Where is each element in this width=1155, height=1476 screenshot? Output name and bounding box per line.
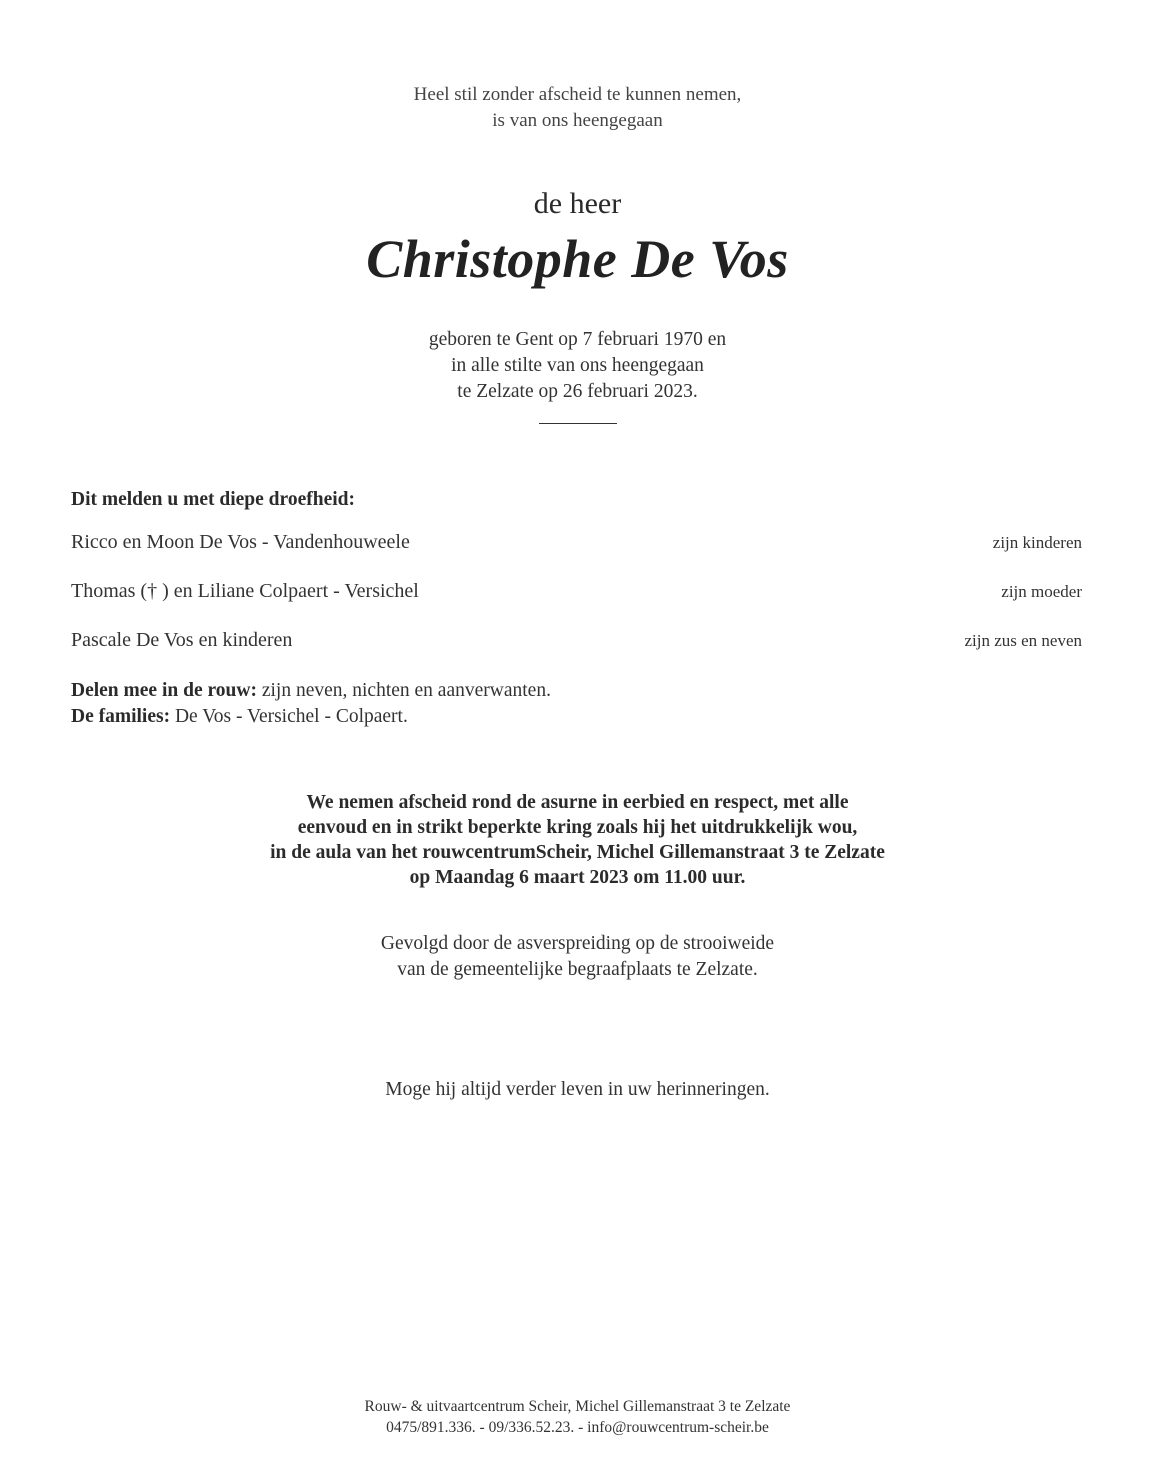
family-row bbox=[71, 580, 1082, 603]
shared-mourning-text: zijn neven, nichten en aanverwanten. bbox=[256, 680, 551, 701]
ceremony-line-4: op Maandag 6 maart 2023 om 11.00 uur. bbox=[409, 867, 746, 888]
announcement-heading: Dit melden u met diepe droefheid: bbox=[71, 489, 355, 510]
family-member-name: Ricco en Moon De Vos - Vandenhouweele bbox=[71, 531, 410, 553]
family-row bbox=[71, 629, 1082, 652]
families-line bbox=[71, 704, 551, 730]
scattering-line-2: van de gemeentelijke begraafplaats te Zelzate. bbox=[397, 959, 758, 980]
birth-info-line-2: in alle stilte van ons heengegaan bbox=[451, 355, 704, 376]
footer-contact: 0475/891.336. - 09/336.52.23. - info@rouwcentrum-scheir.be bbox=[386, 1419, 769, 1436]
footer bbox=[0, 1396, 1155, 1438]
family-member-name: Thomas († ) en Liliane Colpaert - Versichel bbox=[71, 580, 419, 602]
birth-info bbox=[0, 327, 1155, 405]
families-label: De families: bbox=[71, 706, 171, 727]
family-member-relation: zijn kinderen bbox=[992, 533, 1082, 552]
shared-mourning-block bbox=[71, 678, 551, 730]
closing-text: Moge hij altijd verder leven in uw herinneringen. bbox=[385, 1079, 770, 1100]
ceremony-line-1: We nemen afscheid rond de asurne in eerbied en respect, met alle bbox=[306, 792, 849, 813]
scattering-info bbox=[0, 931, 1155, 983]
ceremony-line-3: in de aula van het rouwcentrumScheir, Michel Gillemanstraat 3 te Zelzate bbox=[270, 842, 885, 863]
families-text: De Vos - Versichel - Colpaert. bbox=[170, 706, 408, 727]
family-member-relation: zijn moeder bbox=[1001, 582, 1082, 601]
deceased-prefix: de heer bbox=[533, 187, 622, 220]
ceremony-info bbox=[0, 790, 1155, 890]
ceremony-line-2: eenvoud en in strikt beperkte kring zoals hij het uitdrukkelijk wou, bbox=[297, 817, 858, 838]
birth-info-line-1: geboren te Gent op 7 februari 1970 en bbox=[428, 329, 727, 350]
intro-text bbox=[0, 82, 1155, 134]
shared-mourning-line bbox=[71, 678, 551, 704]
intro-line-1: Heel stil zonder afscheid te kunnen nemen, bbox=[413, 84, 742, 105]
family-row bbox=[71, 531, 1082, 554]
footer-address: Rouw- & uitvaartcentrum Scheir, Michel Gillemanstraat 3 te Zelzate bbox=[364, 1398, 791, 1415]
deceased-name: Christophe De Vos bbox=[366, 229, 789, 289]
birth-info-line-3: te Zelzate op 26 februari 2023. bbox=[457, 381, 698, 402]
family-member-relation: zijn zus en neven bbox=[964, 631, 1082, 650]
shared-mourning-label: Delen mee in de rouw: bbox=[71, 680, 257, 701]
family-member-name: Pascale De Vos en kinderen bbox=[71, 629, 293, 651]
divider bbox=[539, 423, 617, 424]
scattering-line-1: Gevolgd door de asverspreiding op de strooiweide bbox=[380, 933, 775, 954]
intro-line-2: is van ons heengegaan bbox=[492, 110, 663, 131]
